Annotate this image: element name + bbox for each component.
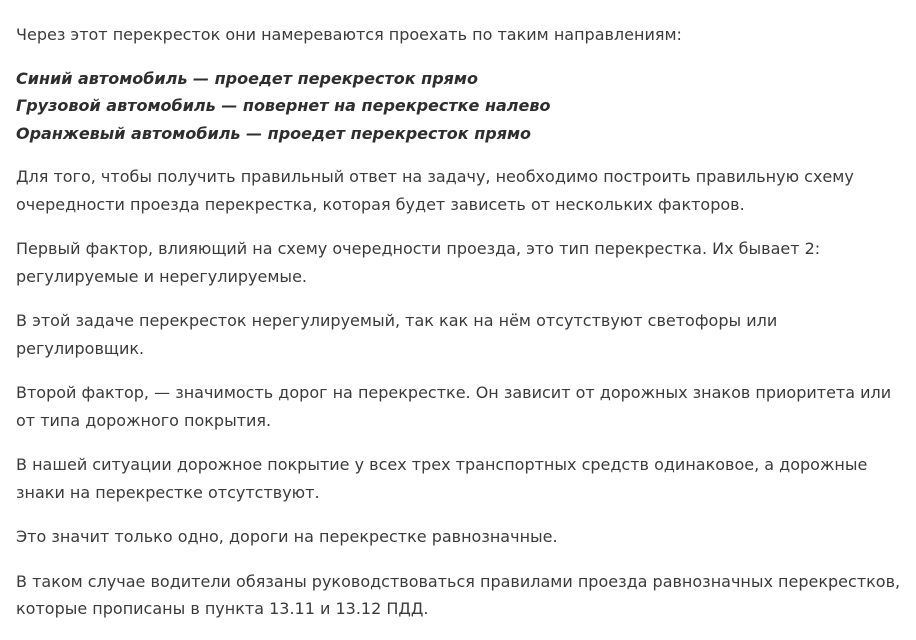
paragraph-second-factor: Второй фактор, — значимость дорог на перекрестке. Он зависит от дорожных знаков приоритета или от типа дорожного покрытия.	[16, 383, 892, 430]
paragraph-rules: В таком случае водители обязаны руководствоваться правилами проезда равнозначных перекрестков, которые прописаны в пункта 13.11 и 13.12 ПДД.	[16, 571, 901, 618]
directions-list	[16, 65, 906, 148]
paragraph-scheme: Для того, чтобы получить правильный ответ на задачу, необходимо построить правильную схему очередности проезда перекрестка, которая будет зависеть от нескольких факторов.	[16, 167, 854, 214]
paragraph-equal-roads: Это значит только одно, дороги на перекрестке равнозначные.	[16, 527, 558, 546]
paragraph-unregulated: В этой задаче перекресток нерегулируемый, так как на нём отсутствуют светофоры или регулировщик.	[16, 311, 778, 358]
paragraph-road-surface: В нашей ситуации дорожное покрытие у всех трех транспортных средств одинаковое, а дорожные знаки на перекрестке отсутствуют.	[16, 455, 868, 502]
direction-truck: Грузовой автомобиль — повернет на перекрестке налево	[16, 96, 551, 115]
paragraph-first-factor: Первый фактор, влияющий на схему очередности проезда, это тип перекрестка. Их бывает 2: регулируемые и нерегулируемые.	[16, 239, 821, 286]
article-body	[16, 21, 906, 640]
intro-paragraph: Через этот перекресток они намереваются проехать по таким направлениям:	[16, 25, 682, 44]
direction-blue-car: Синий автомобиль — проедет перекресток прямо	[16, 68, 478, 88]
direction-orange-car: Оранжевый автомобиль — проедет перекресток прямо	[16, 123, 532, 143]
